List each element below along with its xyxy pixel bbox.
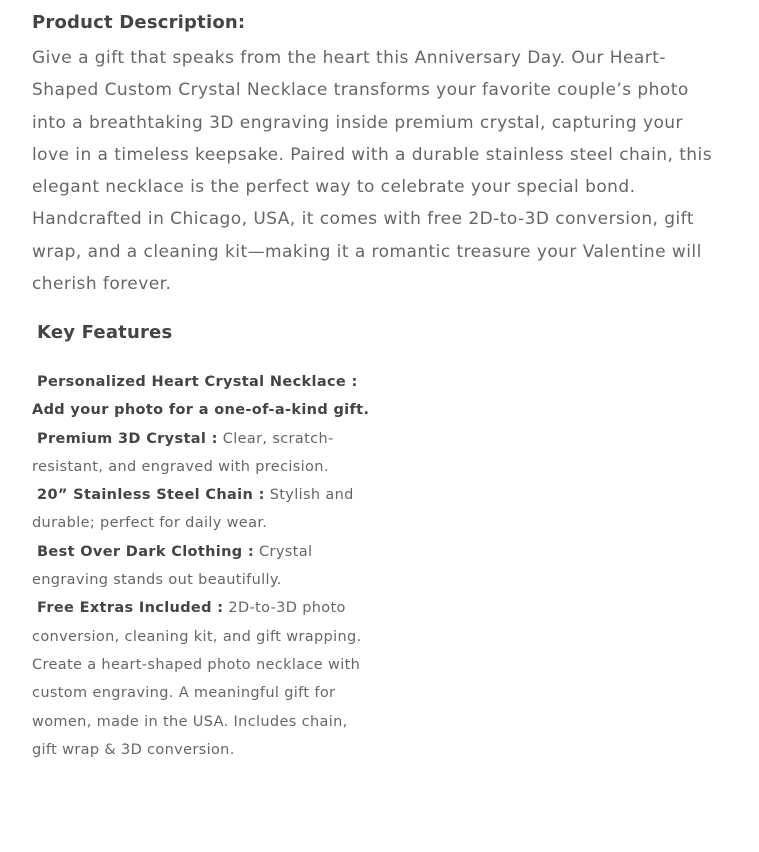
feature-item-personalized <box>32 368 377 425</box>
feature-text: 2D-to-3D photo conversion, cleaning kit, and gift wrapping. <box>32 600 362 645</box>
feature-label: Free Extras Included : <box>37 600 224 617</box>
feature-item-extras <box>32 594 377 651</box>
feature-item-chain <box>32 481 377 538</box>
feature-text: Clear, scratch-resistant, and engraved with precision. <box>32 430 334 475</box>
feature-text: Crystal engraving stands out beautifully. <box>32 543 313 589</box>
key-features-closing-text: Create a heart-shaped photo necklace with custom engraving. A meaningful gift for women, made in the USA. Includes chain, gift wrap & 3D conversion. <box>32 656 361 758</box>
feature-item-crystal <box>32 425 377 482</box>
product-description-text: Give a gift that speaks from the heart this Anniversary Day. Our Heart-Shaped Custom Crystal Necklace transforms your favorite couple’s photo into a breathtaking 3D engraving inside premium crystal, capturing your love in a timeless keepsake. Paired with a durable stainless steel chain, this elegant necklace is the perfect way to celebrate your special bond. Handcrafted in Chicago, USA, it comes with free 2D-to-3D conversion, gift wrap, and a cleaning kit—making it a romantic treasure your Valentine will cherish forever. <box>32 48 713 295</box>
feature-text: Stylish and durable; perfect for daily wear. <box>32 487 354 532</box>
feature-label: Best Over Dark Clothing : <box>37 543 255 560</box>
feature-text: Add your photo for a one-of-a-kind gift. <box>32 402 370 419</box>
product-description-title: Product Description: <box>32 12 246 33</box>
key-features-title: Key Features <box>37 322 173 343</box>
feature-label: Premium 3D Crystal : <box>37 430 218 447</box>
feature-label: 20” Stainless Steel Chain : <box>37 487 265 504</box>
feature-label: Personalized Heart Crystal Necklace : <box>37 374 358 390</box>
feature-item-clothing <box>32 538 377 595</box>
key-features-list <box>32 368 377 764</box>
